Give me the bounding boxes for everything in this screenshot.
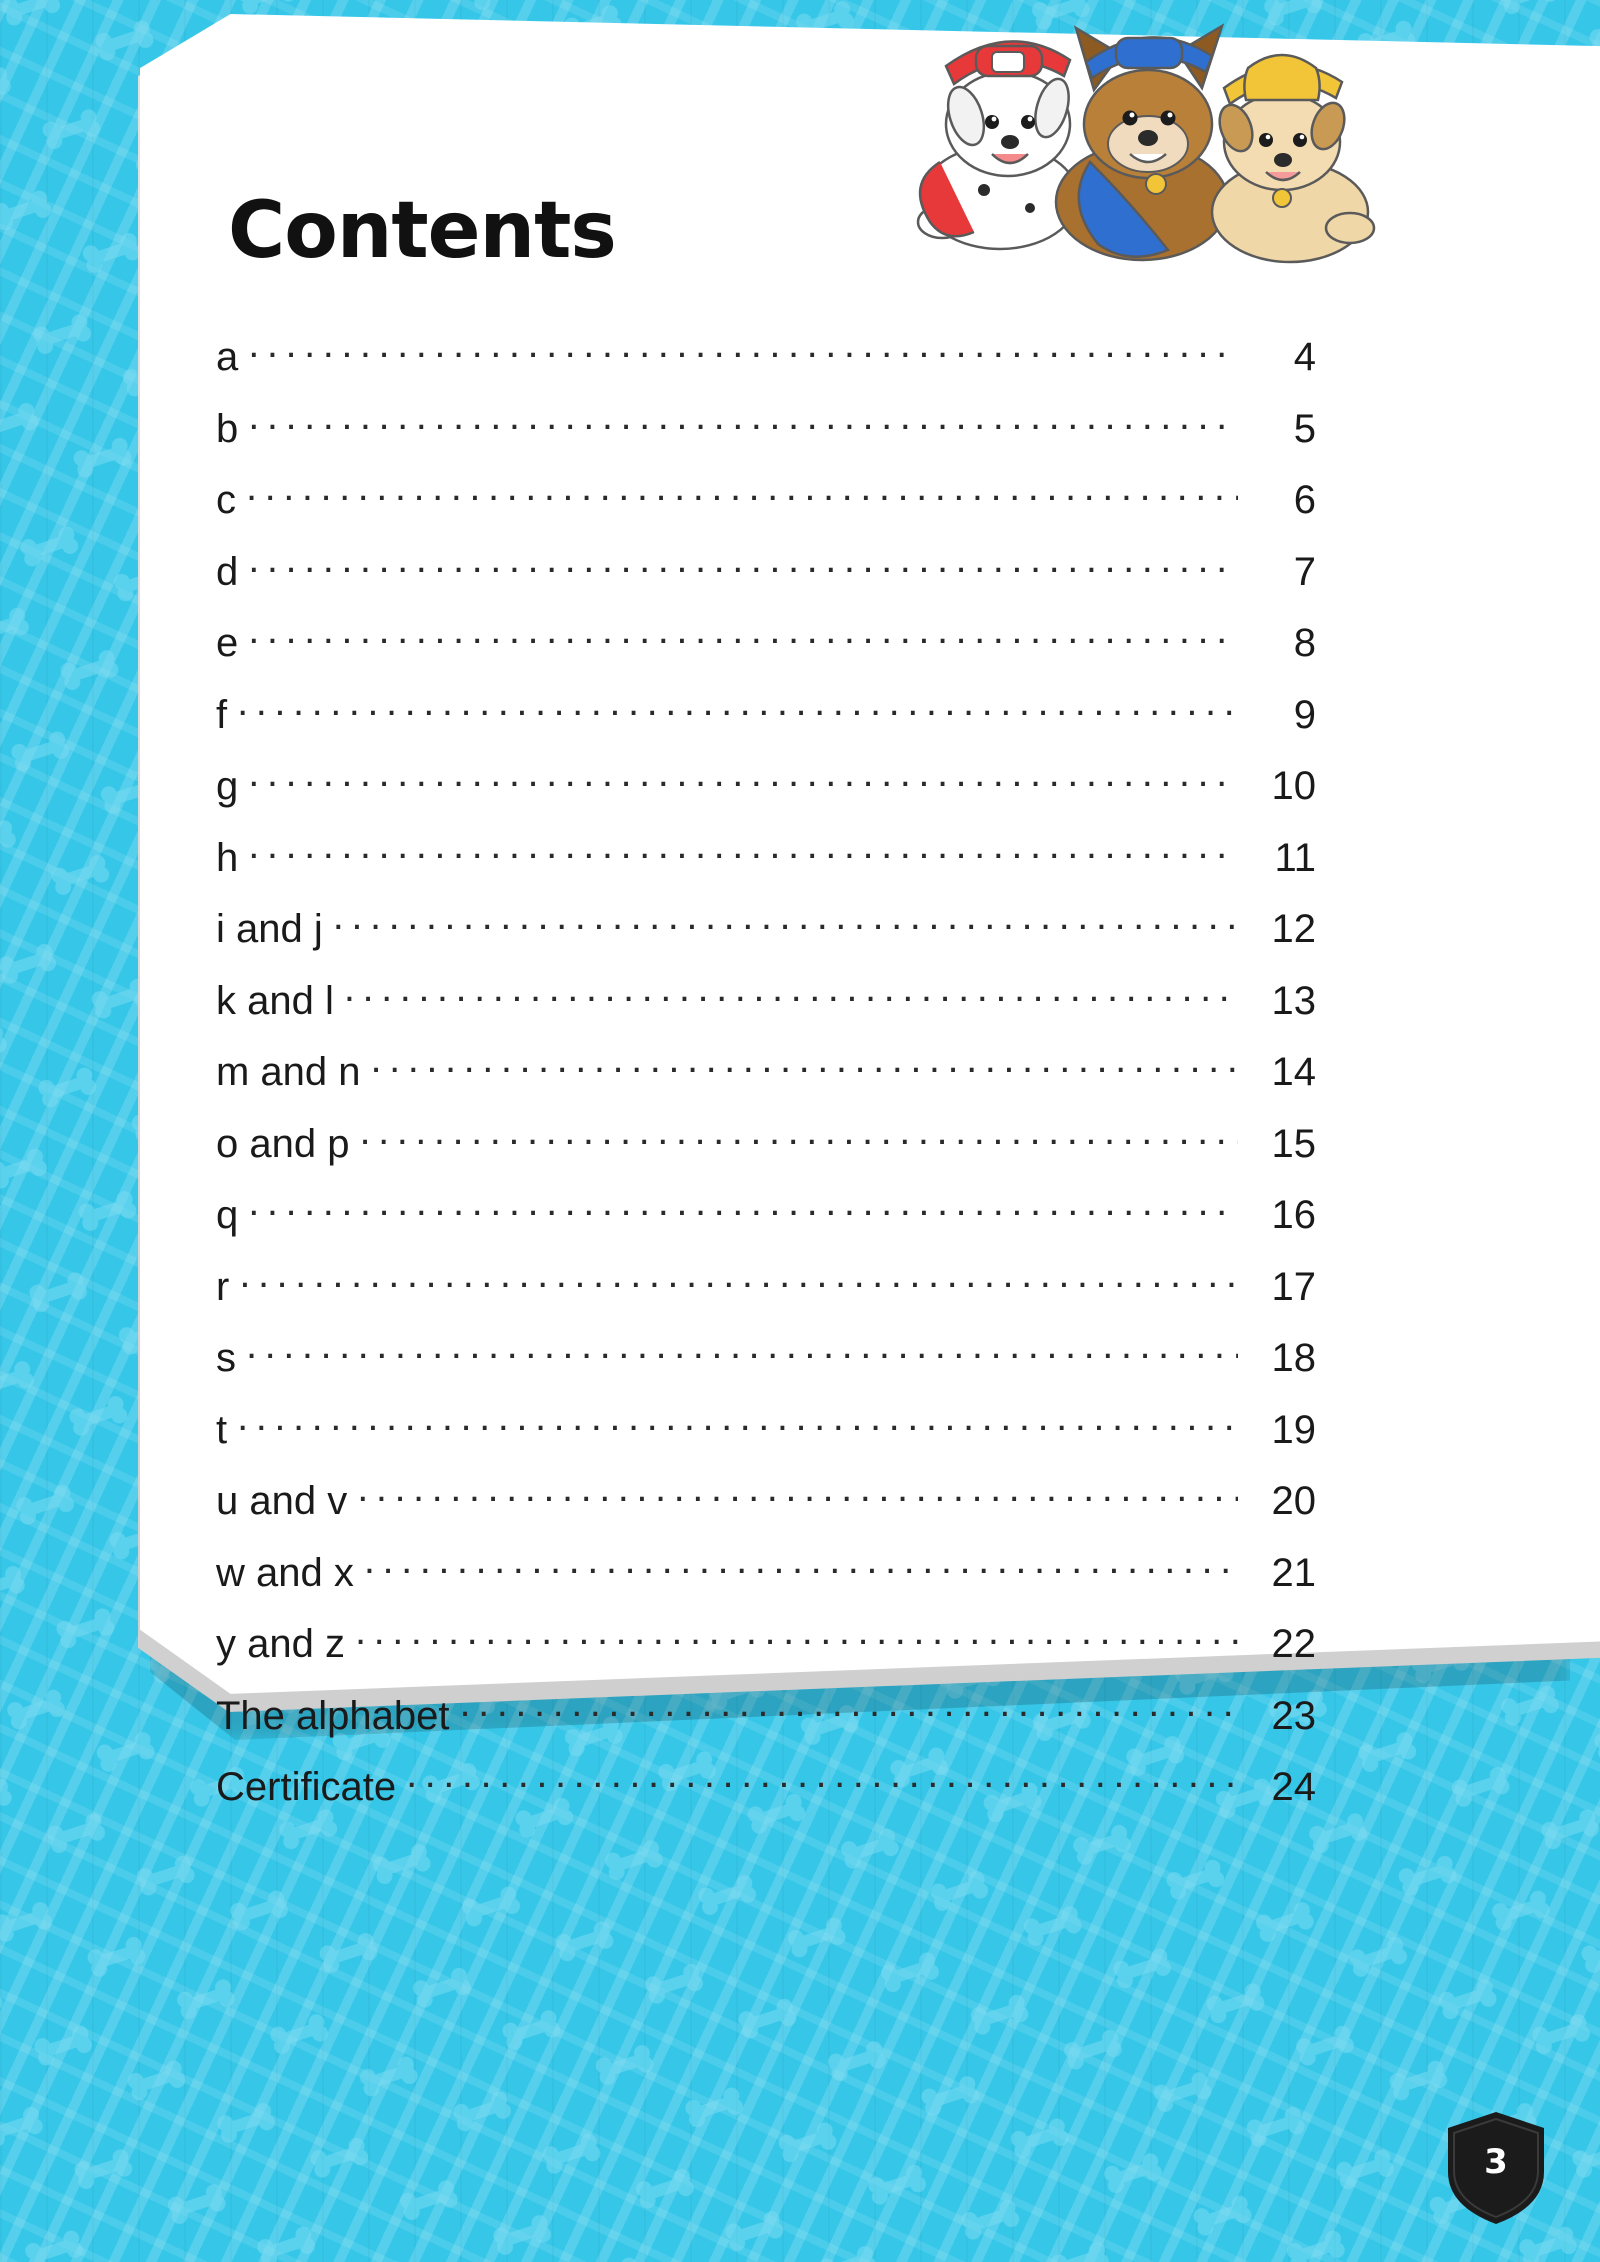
contents-row[interactable] bbox=[216, 1117, 1316, 1189]
contents-page-number: 10 bbox=[1271, 764, 1316, 808]
contents-page-number: 5 bbox=[1293, 406, 1316, 451]
contents-label: o and p bbox=[216, 1121, 350, 1166]
contents-row[interactable] bbox=[216, 1760, 1316, 1832]
leader-dots bbox=[239, 1260, 1238, 1300]
contents-row[interactable] bbox=[216, 1260, 1316, 1332]
leader-dots bbox=[248, 330, 1238, 370]
contents-label: q bbox=[216, 1193, 239, 1237]
page-number-badge bbox=[1444, 2110, 1548, 2226]
contents-label: m and n bbox=[216, 1050, 361, 1094]
contents-row[interactable] bbox=[216, 1331, 1316, 1403]
contents-page-number: 18 bbox=[1271, 1336, 1316, 1380]
contents-row[interactable] bbox=[216, 902, 1316, 974]
contents-row[interactable] bbox=[216, 688, 1316, 760]
leader-dots bbox=[248, 545, 1238, 585]
chase-character bbox=[1056, 26, 1228, 260]
contents-label: d bbox=[216, 549, 239, 594]
leader-dots bbox=[359, 1117, 1238, 1157]
contents-page-number: 4 bbox=[1293, 335, 1316, 379]
leader-dots bbox=[246, 473, 1238, 513]
leader-dots bbox=[333, 902, 1238, 942]
contents-label: y and z bbox=[216, 1622, 345, 1666]
contents-row[interactable] bbox=[216, 545, 1316, 617]
marshall-character bbox=[918, 41, 1078, 249]
page-title: Contents bbox=[228, 186, 616, 276]
contents-row[interactable] bbox=[216, 1403, 1316, 1475]
leader-dots bbox=[248, 1188, 1238, 1228]
contents-label: r bbox=[216, 1264, 230, 1309]
contents-page-number: 6 bbox=[1293, 478, 1316, 522]
leader-dots bbox=[248, 831, 1238, 871]
contents-label: c bbox=[216, 478, 236, 522]
contents-page-number: 12 bbox=[1271, 907, 1316, 951]
contents-label: a bbox=[216, 335, 239, 379]
leader-dots bbox=[248, 759, 1238, 799]
contents-label: k and l bbox=[216, 978, 334, 1023]
contents-row[interactable] bbox=[216, 1474, 1316, 1546]
contents-page-number: 19 bbox=[1271, 1407, 1316, 1452]
contents-row[interactable] bbox=[216, 473, 1316, 545]
contents-row[interactable] bbox=[216, 1689, 1316, 1761]
contents-label: w and x bbox=[216, 1550, 354, 1595]
contents-row[interactable] bbox=[216, 616, 1316, 688]
contents-row[interactable] bbox=[216, 1617, 1316, 1689]
contents-label: The alphabet bbox=[216, 1693, 450, 1738]
leader-dots bbox=[237, 1403, 1238, 1443]
leader-dots bbox=[357, 1474, 1238, 1514]
contents-page-number: 11 bbox=[1274, 835, 1316, 880]
contents-page-number: 13 bbox=[1271, 978, 1316, 1023]
contents-page-number: 14 bbox=[1271, 1050, 1316, 1094]
contents-label: Certificate bbox=[216, 1765, 397, 1809]
contents-label: s bbox=[216, 1336, 236, 1380]
contents-row[interactable] bbox=[216, 831, 1316, 903]
contents-page-number: 20 bbox=[1271, 1479, 1316, 1523]
contents-page-number: 8 bbox=[1293, 621, 1316, 665]
contents-label: b bbox=[216, 406, 239, 451]
contents-label: u and v bbox=[216, 1479, 348, 1523]
contents-page-number: 24 bbox=[1271, 1765, 1316, 1809]
leader-dots bbox=[460, 1689, 1238, 1729]
leader-dots bbox=[248, 616, 1238, 656]
page-number-text: 3 bbox=[1484, 2142, 1508, 2182]
contents-row[interactable] bbox=[216, 759, 1316, 831]
contents-list bbox=[216, 330, 1316, 1832]
contents-page-number: 17 bbox=[1271, 1264, 1316, 1309]
leader-dots bbox=[248, 402, 1238, 442]
contents-label: h bbox=[216, 835, 239, 880]
rubble-character bbox=[1212, 55, 1374, 262]
contents-page-number: 16 bbox=[1271, 1193, 1316, 1237]
leader-dots bbox=[237, 688, 1238, 728]
leader-dots bbox=[406, 1760, 1238, 1800]
contents-label: e bbox=[216, 621, 239, 665]
contents-page-number: 23 bbox=[1271, 1693, 1316, 1738]
contents-page-number: 15 bbox=[1271, 1121, 1316, 1166]
contents-row[interactable] bbox=[216, 1188, 1316, 1260]
contents-label: t bbox=[216, 1407, 228, 1452]
contents-row[interactable] bbox=[216, 1045, 1316, 1117]
contents-label: i and j bbox=[216, 907, 323, 951]
contents-row[interactable] bbox=[216, 402, 1316, 474]
three-puppies-illustration bbox=[880, 12, 1400, 282]
leader-dots bbox=[344, 974, 1238, 1014]
leader-dots bbox=[246, 1331, 1238, 1371]
contents-row[interactable] bbox=[216, 974, 1316, 1046]
leader-dots bbox=[364, 1546, 1238, 1586]
contents-page-number: 21 bbox=[1271, 1550, 1316, 1595]
contents-page-number: 7 bbox=[1293, 549, 1316, 594]
leader-dots bbox=[371, 1045, 1238, 1085]
contents-label: f bbox=[216, 692, 228, 737]
leader-dots bbox=[355, 1617, 1238, 1657]
contents-page-number: 22 bbox=[1271, 1622, 1316, 1666]
contents-label: g bbox=[216, 764, 239, 808]
contents-page-number: 9 bbox=[1293, 692, 1316, 737]
contents-row[interactable] bbox=[216, 330, 1316, 402]
contents-row[interactable] bbox=[216, 1546, 1316, 1618]
